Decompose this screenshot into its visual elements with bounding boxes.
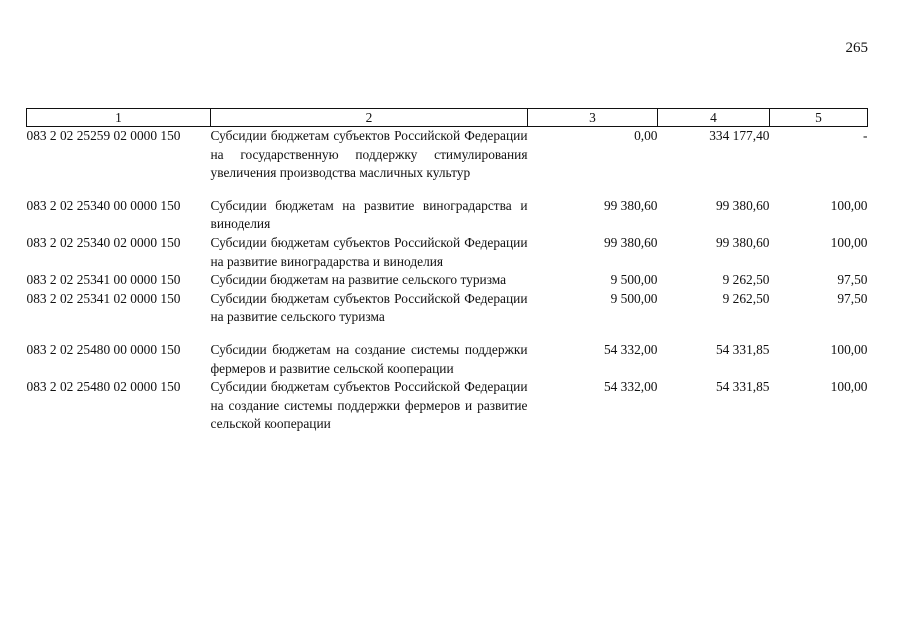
executed-amount: 9 262,50 — [722, 290, 770, 306]
execution-percent: - — [863, 128, 868, 143]
page-number: 265 — [845, 40, 868, 56]
execution-percent: 97,50 — [837, 272, 868, 288]
column-header-2: 2 — [211, 109, 528, 127]
column-header-1: 1 — [27, 109, 211, 127]
executed-amount: 54 331,85 — [715, 341, 770, 357]
executed-amount: 334 177,40 — [709, 128, 770, 143]
execution-percent: 97,50 — [837, 290, 868, 306]
execution-percent: 100,00 — [830, 234, 868, 250]
executed-amount: 54 331,85 — [715, 379, 770, 395]
row-description: Субсидии бюджетам субъектов Российской Федерации на создание системы поддержки фермеров и развитие сельской кооперации — [210, 379, 528, 432]
table-row — [27, 378, 868, 434]
budget-code: 083 2 02 25480 00 0000 150 — [26, 341, 181, 357]
table-row — [27, 127, 868, 197]
budget-code: 083 2 02 25480 02 0000 150 — [26, 379, 181, 395]
budget-table — [26, 108, 868, 434]
column-header-4: 4 — [658, 109, 770, 127]
execution-percent: 100,00 — [830, 379, 868, 395]
table-row — [27, 234, 868, 271]
column-header-5: 5 — [770, 109, 868, 127]
executed-amount: 99 380,60 — [715, 197, 770, 213]
execution-percent: 100,00 — [830, 197, 868, 213]
row-description: Субсидии бюджетам на развитие виноградарства и виноделия — [210, 197, 528, 232]
row-description: Субсидии бюджетам на развитие сельского туризма — [210, 272, 507, 288]
executed-amount: 99 380,60 — [715, 234, 770, 250]
row-description: Субсидии бюджетам субъектов Российской Федерации на государственную поддержку стимулирования увеличения производства масличных культур — [210, 128, 528, 181]
budget-code: 083 2 02 25341 02 0000 150 — [26, 290, 181, 306]
planned-amount: 99 380,60 — [603, 234, 658, 250]
budget-code: 083 2 02 25341 00 0000 150 — [26, 272, 181, 288]
column-header-3: 3 — [528, 109, 658, 127]
execution-percent: 100,00 — [830, 341, 868, 357]
planned-amount: 0,00 — [634, 128, 658, 143]
row-description: Субсидии бюджетам на создание системы поддержки фермеров и развитие сельской кооперации — [210, 341, 528, 376]
planned-amount: 99 380,60 — [603, 197, 658, 213]
planned-amount: 54 332,00 — [603, 379, 658, 395]
executed-amount: 9 262,50 — [722, 272, 770, 288]
budget-code: 083 2 02 25259 02 0000 150 — [26, 128, 181, 143]
row-description: Субсидии бюджетам субъектов Российской Федерации на развитие виноградарства и виноделия — [210, 234, 528, 269]
planned-amount: 9 500,00 — [610, 290, 658, 306]
table-row — [27, 271, 868, 290]
row-description: Субсидии бюджетам субъектов Российской Федерации на развитие сельского туризма — [210, 290, 528, 325]
table-header-row — [27, 109, 868, 127]
table-row — [27, 197, 868, 234]
table-row — [27, 341, 868, 378]
planned-amount: 54 332,00 — [603, 341, 658, 357]
table-row — [27, 290, 868, 341]
planned-amount: 9 500,00 — [610, 272, 658, 288]
budget-code: 083 2 02 25340 02 0000 150 — [26, 234, 181, 250]
budget-code: 083 2 02 25340 00 0000 150 — [26, 197, 181, 213]
